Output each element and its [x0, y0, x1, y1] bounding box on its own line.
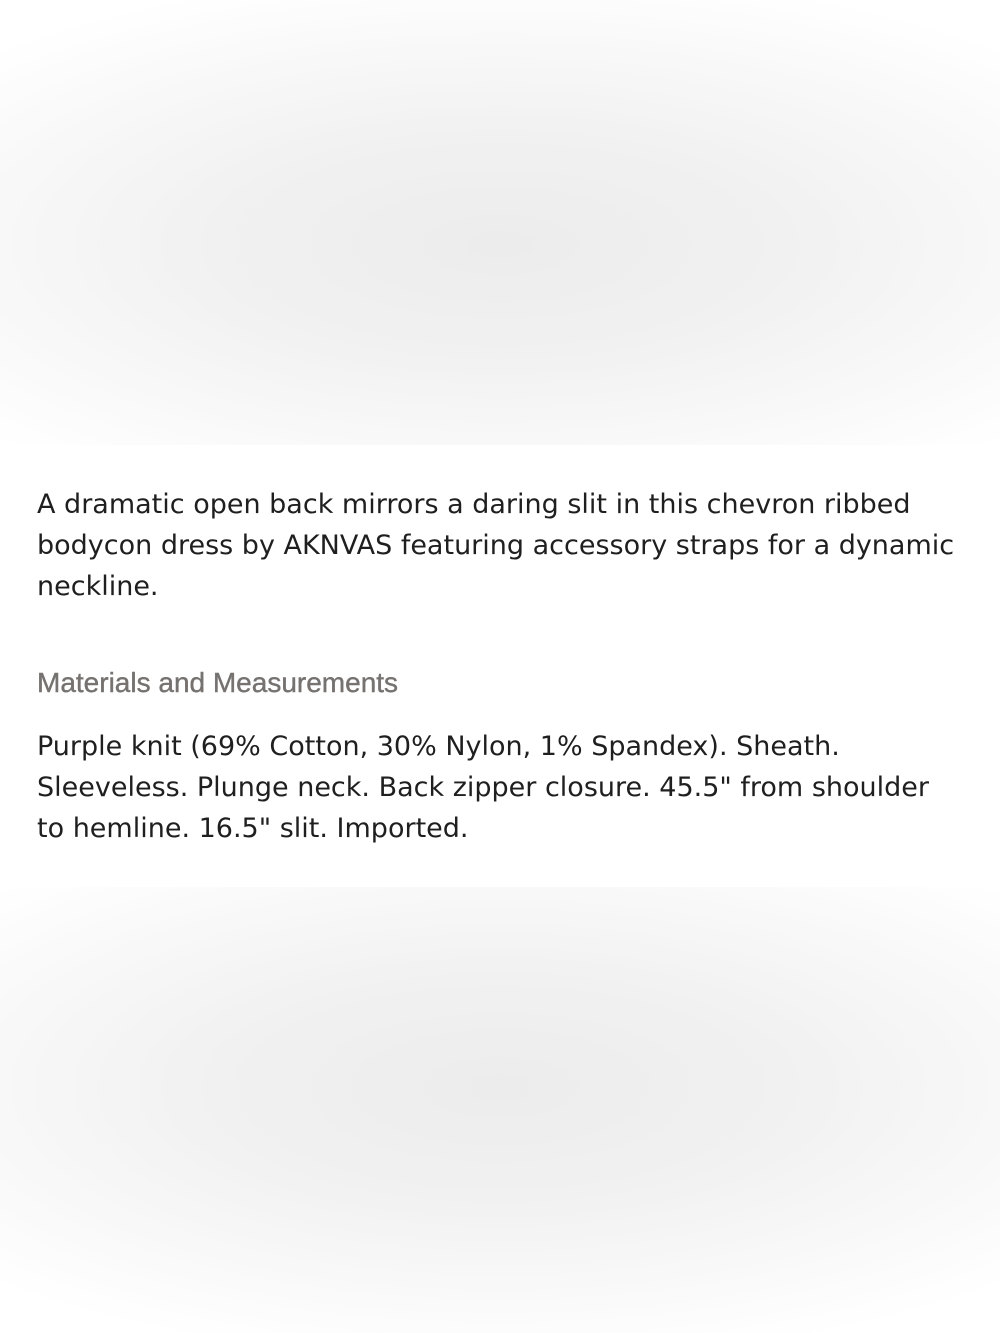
blurred-background-top [0, 0, 1000, 445]
product-description: A dramatic open back mirrors a daring slit in this chevron ribbed bodycon dress by AKNVAS featuring accessory straps for a dynamic neckline. [37, 489, 955, 602]
product-details-sheet [0, 445, 1000, 887]
materials-heading: Materials and Measurements [37, 667, 399, 698]
materials-and-measurements-text: Purple knit (69% Cotton, 30% Nylon, 1% Spandex). Sheath. Sleeveless. Plunge neck. Back zipper closure. 45.5" from shoulder to hemline. 16.5" slit. Imported. [37, 731, 929, 844]
blurred-background-bottom [0, 887, 1000, 1333]
